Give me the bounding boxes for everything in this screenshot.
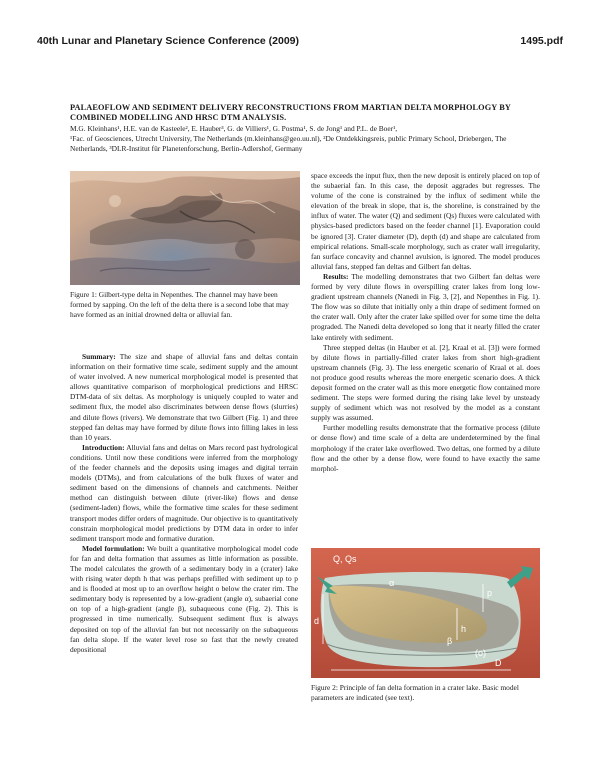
results-text: The modelling demonstrates that two Gilbert fan deltas were formed by very dilute flows in overspilling crater lakes from long low-gradient upstream channels (Nanedi in Fig. 3, [2], and Nepenthes in Fig. 1). The flow was so dilute that initially only a thin drape of sediment formed on the crater wall. Only after the crater lake spilled over for some time the delta prograded. The Nanedi delta developed so long that it nearly filled the crater lake entirely with sediment. xyxy=(311,271,540,342)
paper-title: PALAEOFLOW AND SEDIMENT DELIVERY RECONSTRUCTIONS FROM MARTIAN DELTA MORPHOLOGY BY COMBINED MODELLING AND HRSC DTM ANALYSIS. xyxy=(70,103,511,122)
model-text: We built a quantitative morphological model code for fan and delta formation that assumes as little information as possible. The model calculates the growth of a sedimentary body in a (crater) lake with rising water depth h that was perhaps prefilled with sediment up to p and is flooded at most up to an overflow height o below the crater rim. The sedimentary body is represented by a low-gradient (angle α), subaerial cone on top of a high-gradient (angle β), subaqueous cone (Fig. 2). This is progressed in time numerically. Subsequent sediment flux is always deposited on top of the alluvial fan but not necessarily on the subaqueous fan delta slope. If the water level rose so fast that the newly created depositional xyxy=(70,543,299,654)
h-label: h xyxy=(461,624,467,634)
model-heading: Model formulation: xyxy=(82,543,145,553)
left-column xyxy=(70,352,298,655)
d-label: d xyxy=(314,616,320,626)
figure-2-caption: Figure 2: Principle of fan delta formation in a crater lake. Basic model parameters are indicated (see text). xyxy=(311,683,519,703)
summary-text: The size and shape of alluvial fans and deltas contain information on their formative time scale, sediment supply and the amount of water involved. A new numerical morphological model is presented that allows quantitative comparison of morphological predictions and HRSC DTM-data of six deltas. As morphology is uniquely coupled to water and sediment flux, the model also discriminates between dense flows (slurries) and dilute flows (rivers). We demonstrate that two Gilbert (Fig. 1) and three stepped fan deltas may have formed by dilute flows into filling lakes in less than 10 years. xyxy=(70,352,299,442)
conference-header: 40th Lunar and Planetary Science Conference (2009) xyxy=(37,35,300,47)
right-column xyxy=(311,171,540,474)
figure-2-diagram xyxy=(311,548,540,678)
introduction-heading: Introduction: xyxy=(82,442,125,452)
author-list: M.G. Kleinhans¹, H.E. van de Kasteele², E. Hauber³, G. de Villiers¹, G. Postma¹, S. de Jong¹ and P.L. de Boer¹, xyxy=(70,124,398,133)
introduction-text: Alluvial fans and deltas on Mars record past hydrological conditions. Until now these conditions were inferred from the morphology of the feeder channels and the deposits using images and digital terrain models (DTMs), and from calculations of the bulk fluxes of water and sediment based on the dimensions of channels and catchments. Neither method can distinguish between dilute (river-like) flows and dense (sediment-laden) flows, while the formative time scales for these sediment transport modes differ orders of magnitude. Our objective is to quantitatively constrain morphological model predictions by DTM data in order to infer sediment transport mode and formative duration. xyxy=(70,442,298,543)
author-block xyxy=(70,124,540,155)
p-label: p xyxy=(487,588,493,598)
continuation-paragraph: space exceeds the input flux, then the new deposit is entirely placed on top of the subaerial fan. In this case, the deposit aggrades but regresses. The volume of the cone is constrained by the influx of sediment while the elevation of the break in slope, that is, the shoreline, is constrained by the influx of water. The water (Q) and sediment (Qs) fluxes were calculated with physics-based predictors based on the feeder channel [1]. Evaporation could be ignored [3]. Crater diameter (D), depth (d) and shape are calculated from empirical relations. Small-scale morphology, such as crater wall irregularity, fan surface concavity and channel avulsion, is ignored. The model produces alluvial fans, stepped fan deltas and Gilbert fan deltas. xyxy=(311,171,540,271)
o-label: (o) xyxy=(475,648,486,658)
flux-label: Q, Qs xyxy=(333,554,357,564)
figure-1-image xyxy=(70,171,300,285)
summary-heading: Summary: xyxy=(82,352,116,361)
abstract-id: 1495.pdf xyxy=(520,35,563,47)
beta-label: β xyxy=(447,636,453,646)
results-heading: Results: xyxy=(323,271,349,281)
alpha-label: α xyxy=(389,578,395,588)
stepped-deltas-paragraph: Three stepped deltas (in Hauber et al. [2], Kraal et al. [3]) were formed by dilute flows in partially-filled crater lakes from short high-gradient upstream channels (Fig. 3). The less energetic scenario of Kraal et al. does not produce good results whereas the more energetic scenario does. A thick deposit formed on the crater wall as this more energetic flow contained more sediment. The steps were formed during the rising lake level by unsteady supply of sediment which was not resolved by the model as a constant supply was assumed. xyxy=(311,342,540,423)
affiliations: ¹Fac. of Geosciences, Utrecht University, The Netherlands (m.kleinhans@geo.uu.nl), ²De Ontdekkingsreis, public Primary School, Driebergen, The Netherlands, ³DLR-Institut für Planetenforschung, Berlin-Adlershof, Germany xyxy=(70,134,507,154)
figure-1-caption: Figure 1: Gilbert-type delta in Nepenthes. The channel may have been formed by sapping. On the left of the delta there is a second lobe that may have formed as an initial drowned delta or alluvial fan. xyxy=(70,290,289,320)
further-results-paragraph: Further modelling results demonstrate that the formative process (dilute or dense flow) and time scale of a delta are underdetermined by the final morphology if the crater lake overflowed. Two deltas, one formed by a dilute flow and the other by a dense flow, were found to have exactly the same morphol- xyxy=(311,423,540,473)
D-label: D xyxy=(495,658,502,668)
